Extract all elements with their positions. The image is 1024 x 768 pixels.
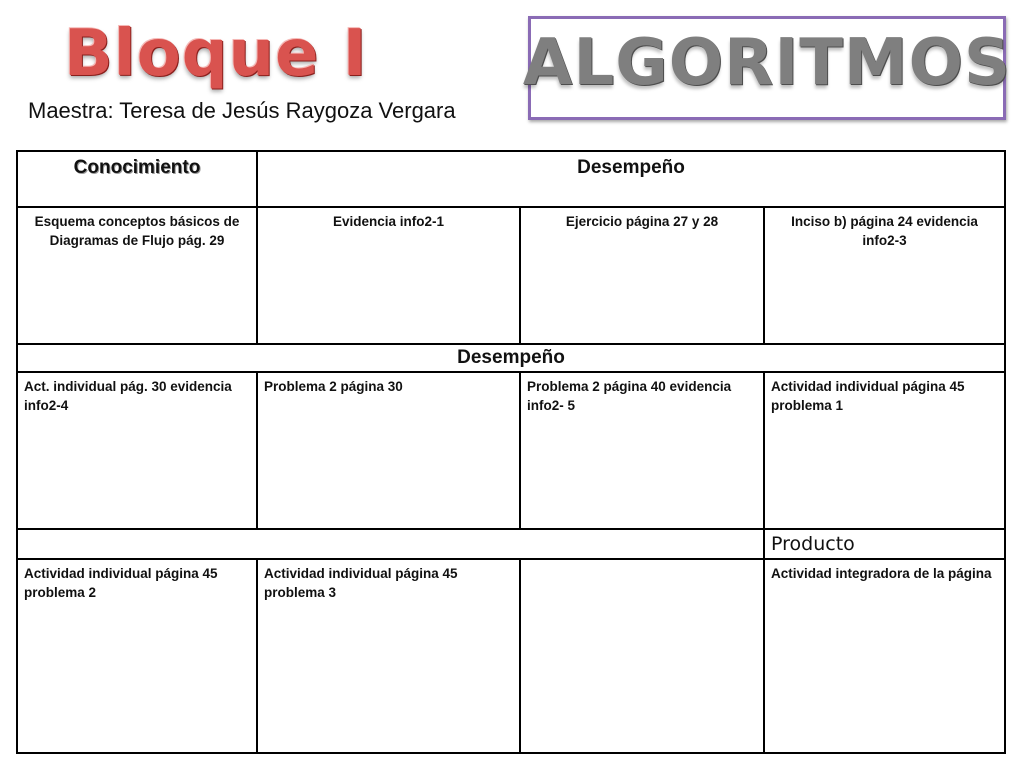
bloque-title: Bloque I — [64, 17, 368, 91]
algoritmos-title: ALGORITMOS — [522, 26, 1012, 100]
table-cell-r4c2: Problema 2 página 30 — [258, 373, 521, 530]
table-cell-r6c3 — [521, 560, 765, 752]
table-cell-r4c3: Problema 2 página 40 evidencia info2- 5 — [521, 373, 765, 530]
header-desempeno: Desempeño — [258, 152, 1004, 208]
table-cell-r6c1: Actividad individual página 45 problema 2 — [18, 560, 258, 752]
table-cell-r2c2: Evidencia info2-1 — [258, 208, 521, 345]
table-cell-r6c2: Actividad individual página 45 problema 3 — [258, 560, 521, 752]
table-cell-r4c1: Act. individual pág. 30 evidencia info2-4 — [18, 373, 258, 530]
table-cell-r2c4: Inciso b) página 24 evidencia info2-3 — [765, 208, 1004, 345]
table-cell-r2c1: Esquema conceptos básicos de Diagramas de Flujo pág. 29 — [18, 208, 258, 345]
table-cell-r5-empty — [18, 530, 765, 560]
activities-table — [16, 150, 1006, 754]
algoritmos-title-box — [522, 16, 1012, 120]
table-cell-r4c4: Actividad individual página 45 problema 1 — [765, 373, 1004, 530]
header-producto: Producto — [765, 530, 1004, 560]
table-cell-r6c4: Actividad integradora de la página — [771, 566, 992, 581]
header-conocimiento: Conocimiento — [18, 152, 258, 208]
table-cell-r2c3: Ejercicio página 27 y 28 — [521, 208, 765, 345]
header-desempeno-2: Desempeño — [18, 345, 1004, 373]
teacher-name: Maestra: Teresa de Jesús Raygoza Vergara — [28, 98, 456, 123]
